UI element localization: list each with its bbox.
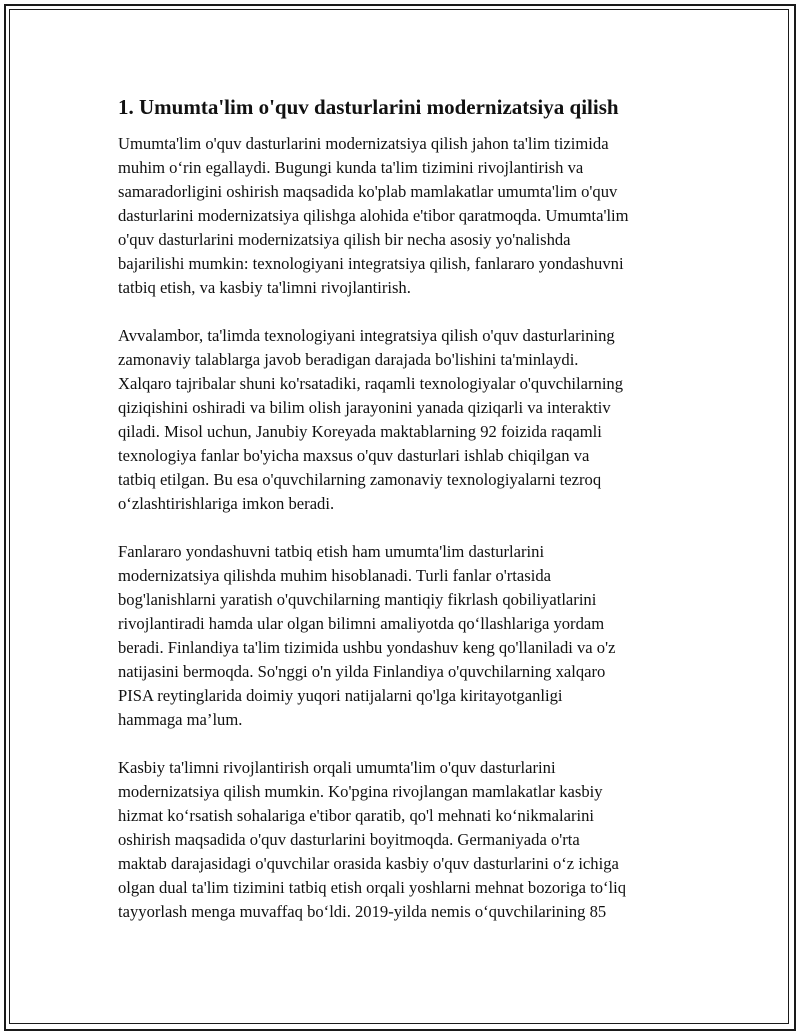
- paragraph-line: olgan dual ta'lim tizimini tatbiq etish orqali yoshlarni mehnat bozoriga to‘liq: [118, 878, 627, 897]
- paragraph-line: tatbiq etilgan. Bu esa o'quvchilarning zamonaviy texnologiyalarni tezroq: [118, 470, 602, 489]
- paragraph-line: tatbiq etish, va kasbiy ta'limni rivojlantirish.: [118, 278, 411, 297]
- paragraph-line: modernizatsiya qilish mumkin. Ko'pgina rivojlangan mamlakatlar kasbiy: [118, 782, 603, 801]
- paragraph-line: muhim o‘rin egallaydi. Bugungi kunda ta'lim tizimini rivojlantirish va: [118, 158, 584, 177]
- paragraph-line: maktab darajasidagi o'quvchilar orasida kasbiy o'quv dasturlarini o‘z ichiga: [118, 854, 619, 873]
- paragraph-line: o‘zlashtirishlariga imkon beradi.: [118, 494, 335, 513]
- paragraph-line: rivojlantiradi hamda ular olgan bilimni amaliyotda qo‘llashlariga yordam: [118, 614, 605, 633]
- paragraph-line: tayyorlash menga muvaffaq bo‘ldi. 2019-yilda nemis o‘quvchilarining 85: [118, 902, 607, 921]
- paragraph-line: dasturlarini modernizatsiya qilishga alohida e'tibor qaratmoqda. Umumta'lim: [118, 206, 629, 225]
- paragraph-line: Kasbiy ta'limni rivojlantirish orqali umumta'lim o'quv dasturlarini: [118, 758, 556, 777]
- paragraph: [118, 132, 698, 300]
- paragraph-line: bajarilishi mumkin: texnologiyani integratsiya qilish, fanlararo yondashuvni: [118, 254, 624, 273]
- paragraph-line: Xalqaro tajribalar shuni ko'rsatadiki, raqamli texnologiyalar o'quvchilarning: [118, 374, 624, 393]
- section-heading: 1. Umumta'lim o'quv dasturlarini modernizatsiya qilish: [118, 95, 619, 119]
- paragraph-line: beradi. Finlandiya ta'lim tizimida ushbu yondashuv keng qo'llaniladi va o'z: [118, 638, 616, 657]
- paragraph-line: Fanlararo yondashuvni tatbiq etish ham umumta'lim dasturlarini: [118, 542, 545, 561]
- paragraph-container: [118, 132, 698, 924]
- paragraph-line: zamonaviy talablarga javob beradigan darajada bo'lishini ta'minlaydi.: [118, 350, 579, 369]
- paragraph: [118, 540, 698, 732]
- paragraph: [118, 324, 698, 516]
- paragraph-line: samaradorligini oshirish maqsadida ko'plab mamlakatlar umumta'lim o'quv: [118, 182, 618, 201]
- paragraph-line: hammaga ma’lum.: [118, 710, 243, 729]
- paragraph-line: bog'lanishlarni yaratish o'quvchilarning mantiqiy fikrlash qobiliyatlarini: [118, 590, 597, 609]
- paragraph-line: texnologiya fanlar bo'yicha maxsus o'quv dasturlari ishlab chiqilgan va: [118, 446, 590, 465]
- paragraph-line: hizmat ko‘rsatish sohalariga e'tibor qaratib, qo'l mehnati ko‘nikmalarini: [118, 806, 595, 825]
- document-body: [118, 94, 698, 948]
- paragraph-line: qiziqishini oshiradi va bilim olish jarayonini yanada qiziqarli va interaktiv: [118, 398, 611, 417]
- paragraph-line: natijasini bermoqda. So'nggi o'n yilda Finlandiya o'quvchilarning xalqaro: [118, 662, 606, 681]
- paragraph-line: PISA reytinglarida doimiy yuqori natijalarni qo'lga kiritayotganligi: [118, 686, 563, 705]
- paragraph: [118, 756, 698, 924]
- paragraph-line: oshirish maqsadida o'quv dasturlarini boyitmoqda. Germaniyada o'rta: [118, 830, 580, 849]
- paragraph-line: Umumta'lim o'quv dasturlarini modernizatsiya qilish jahon ta'lim tizimida: [118, 134, 609, 153]
- paragraph-line: Avvalambor, ta'limda texnologiyani integratsiya qilish o'quv dasturlarining: [118, 326, 615, 345]
- paragraph-line: o'quv dasturlarini modernizatsiya qilish bir necha asosiy yo'nalishda: [118, 230, 571, 249]
- paragraph-line: qiladi. Misol uchun, Janubiy Koreyada maktablarning 92 foizida raqamli: [118, 422, 602, 441]
- paragraph-line: modernizatsiya qilishda muhim hisoblanadi. Turli fanlar o'rtasida: [118, 566, 551, 585]
